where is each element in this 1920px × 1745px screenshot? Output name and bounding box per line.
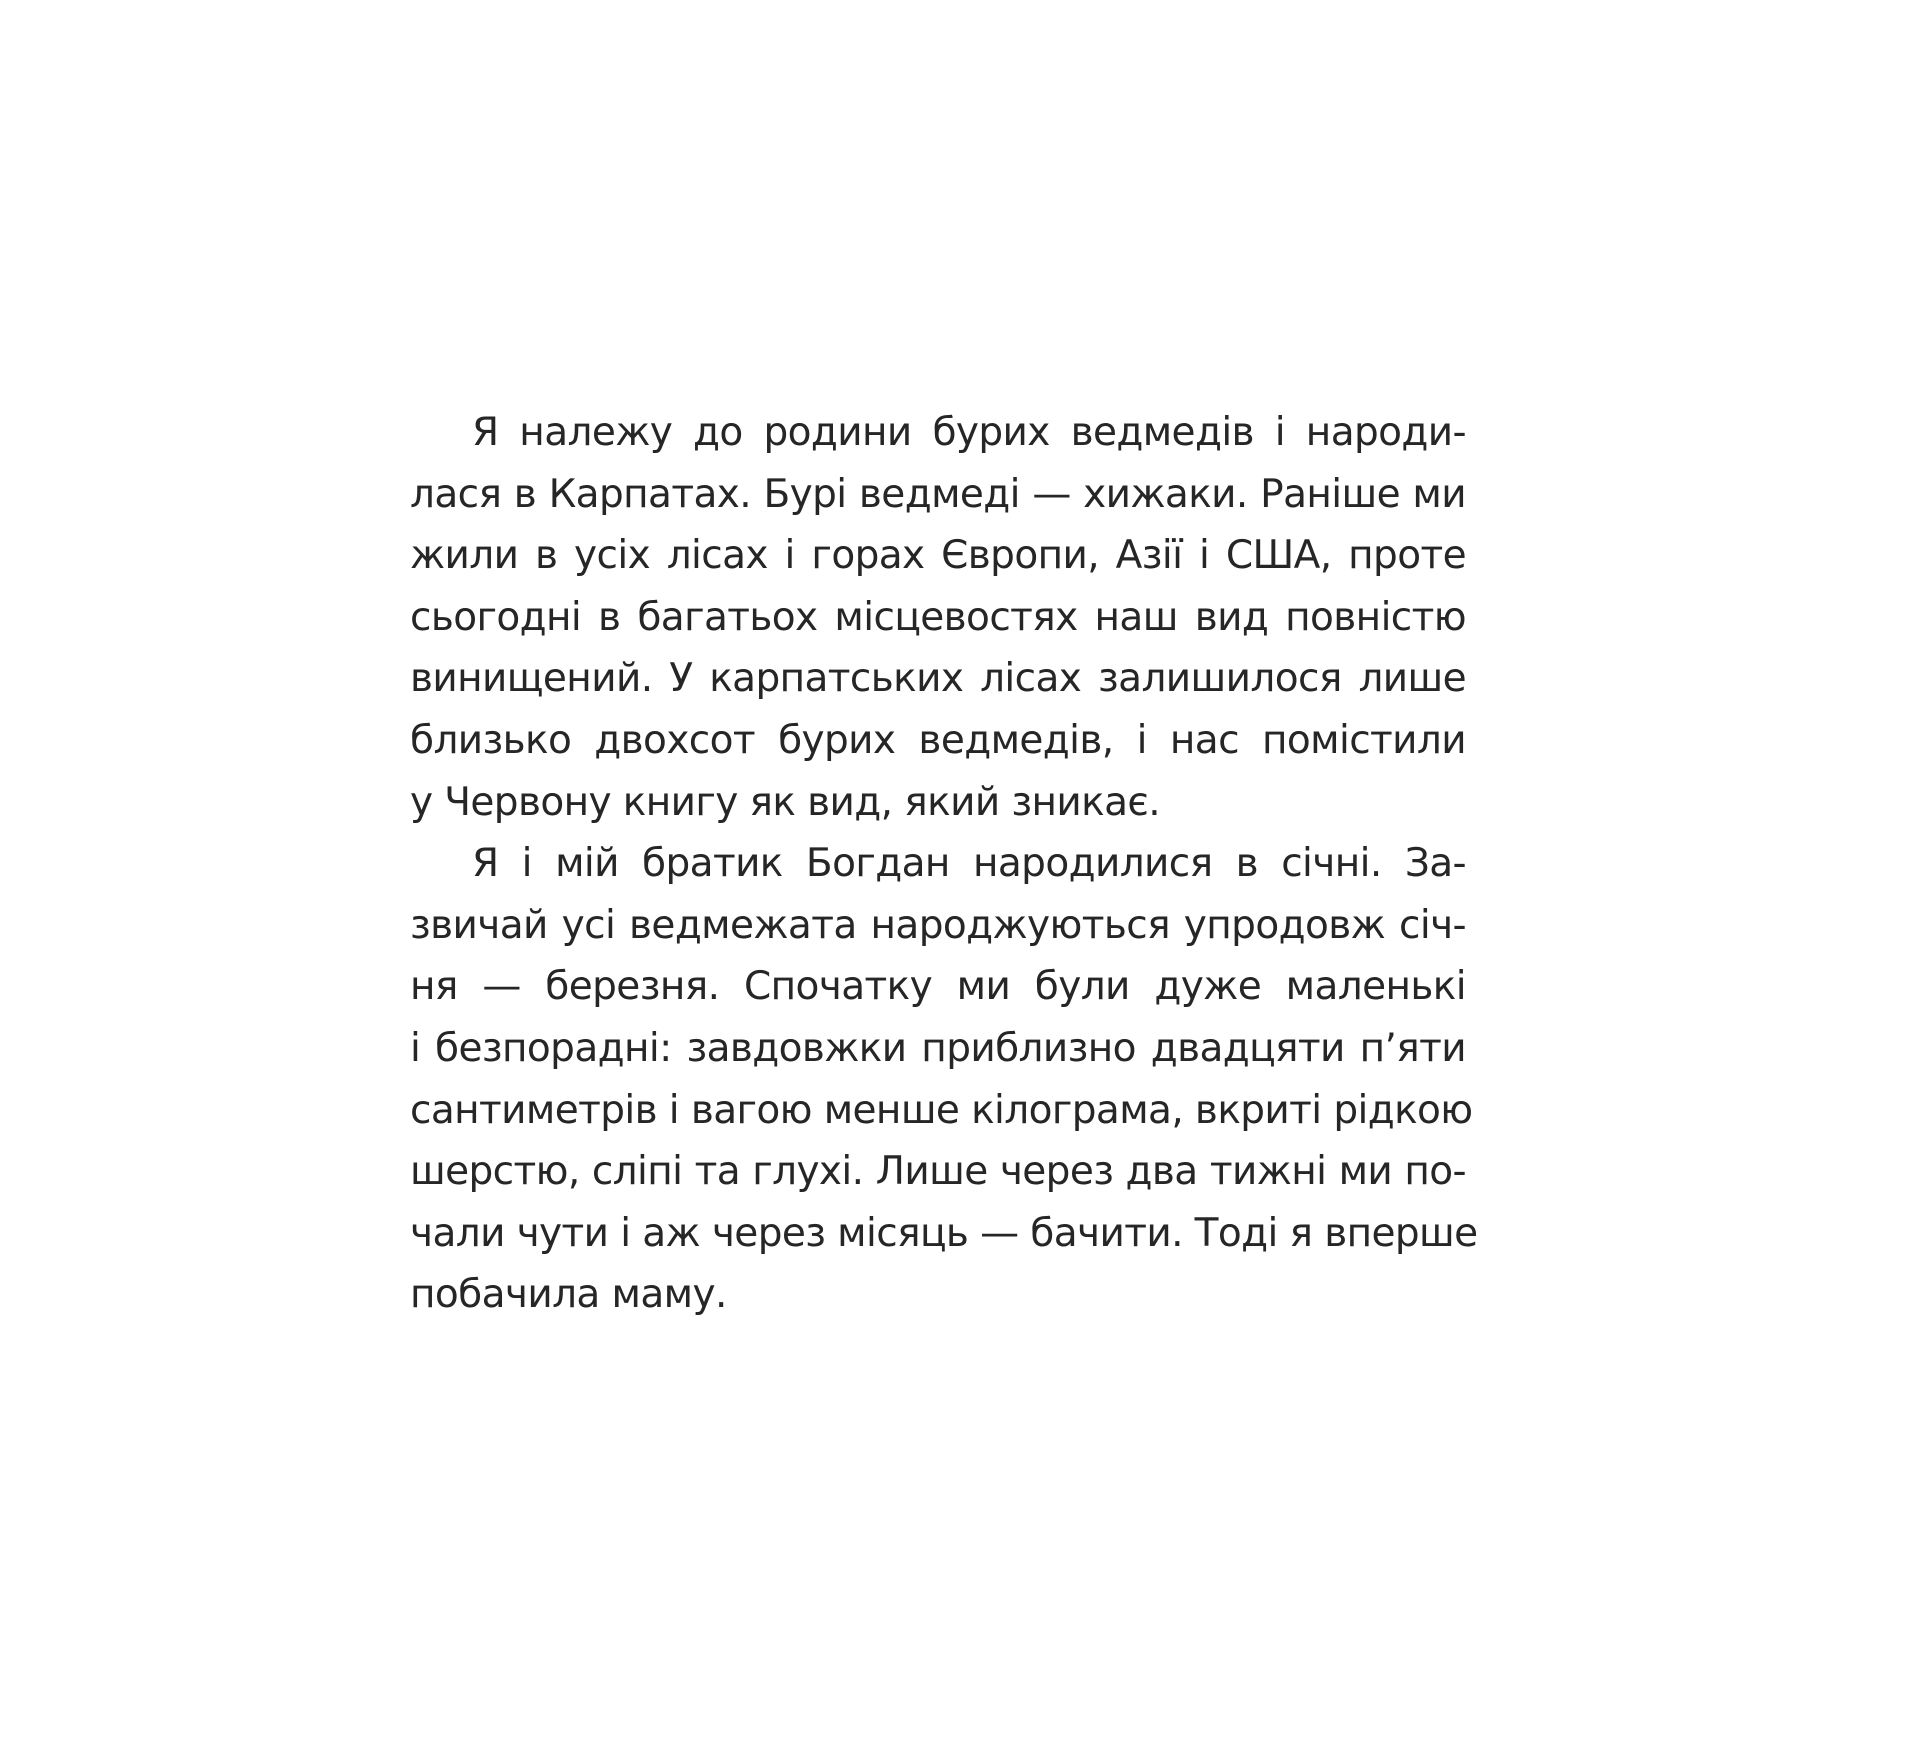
text-line: близько двохсот бурих ведмедів, і нас помістили — [410, 717, 1466, 763]
text-line: Я належу до родини бурих ведмедів і народи- — [472, 410, 1466, 455]
text-line: Я і мій братик Богдан народилися в січні. За- — [472, 841, 1466, 887]
text-line: сьогодні в багатьох місцевостях наш вид повністю — [410, 594, 1466, 640]
text-line: шерстю, сліпі та глухі. Лише через два тижні ми по- — [410, 1149, 1466, 1195]
text-line: сантиметрів і вагою менше кілограма, вкриті рідкою — [410, 1087, 1473, 1133]
text-line: у Червону книгу як вид, який зникає. — [410, 779, 1161, 825]
text-line: винищений. У карпатських лісах залишилося лише — [410, 656, 1466, 702]
text-line: ня — березня. Спочатку ми були дуже маленькі — [410, 964, 1466, 1010]
text-line: жили в усіх лісах і горах Європи, Азії і США, проте — [410, 533, 1466, 579]
paragraph-1 — [410, 402, 1466, 833]
text-line: звичай усі ведмежата народжуються упродовж січ- — [410, 902, 1466, 948]
text-line: побачила маму. — [410, 1272, 727, 1318]
text-line: чали чути і аж через місяць — бачити. Тоді я вперше — [410, 1210, 1478, 1256]
text-line: і безпорадні: завдовжки приблизно двадцяти п’яти — [410, 1025, 1466, 1071]
paragraph-2 — [410, 833, 1478, 1326]
text-line: лася в Карпатах. Бурі ведмеді — хижаки. Раніше ми — [410, 471, 1466, 517]
body-text — [410, 402, 1478, 1326]
